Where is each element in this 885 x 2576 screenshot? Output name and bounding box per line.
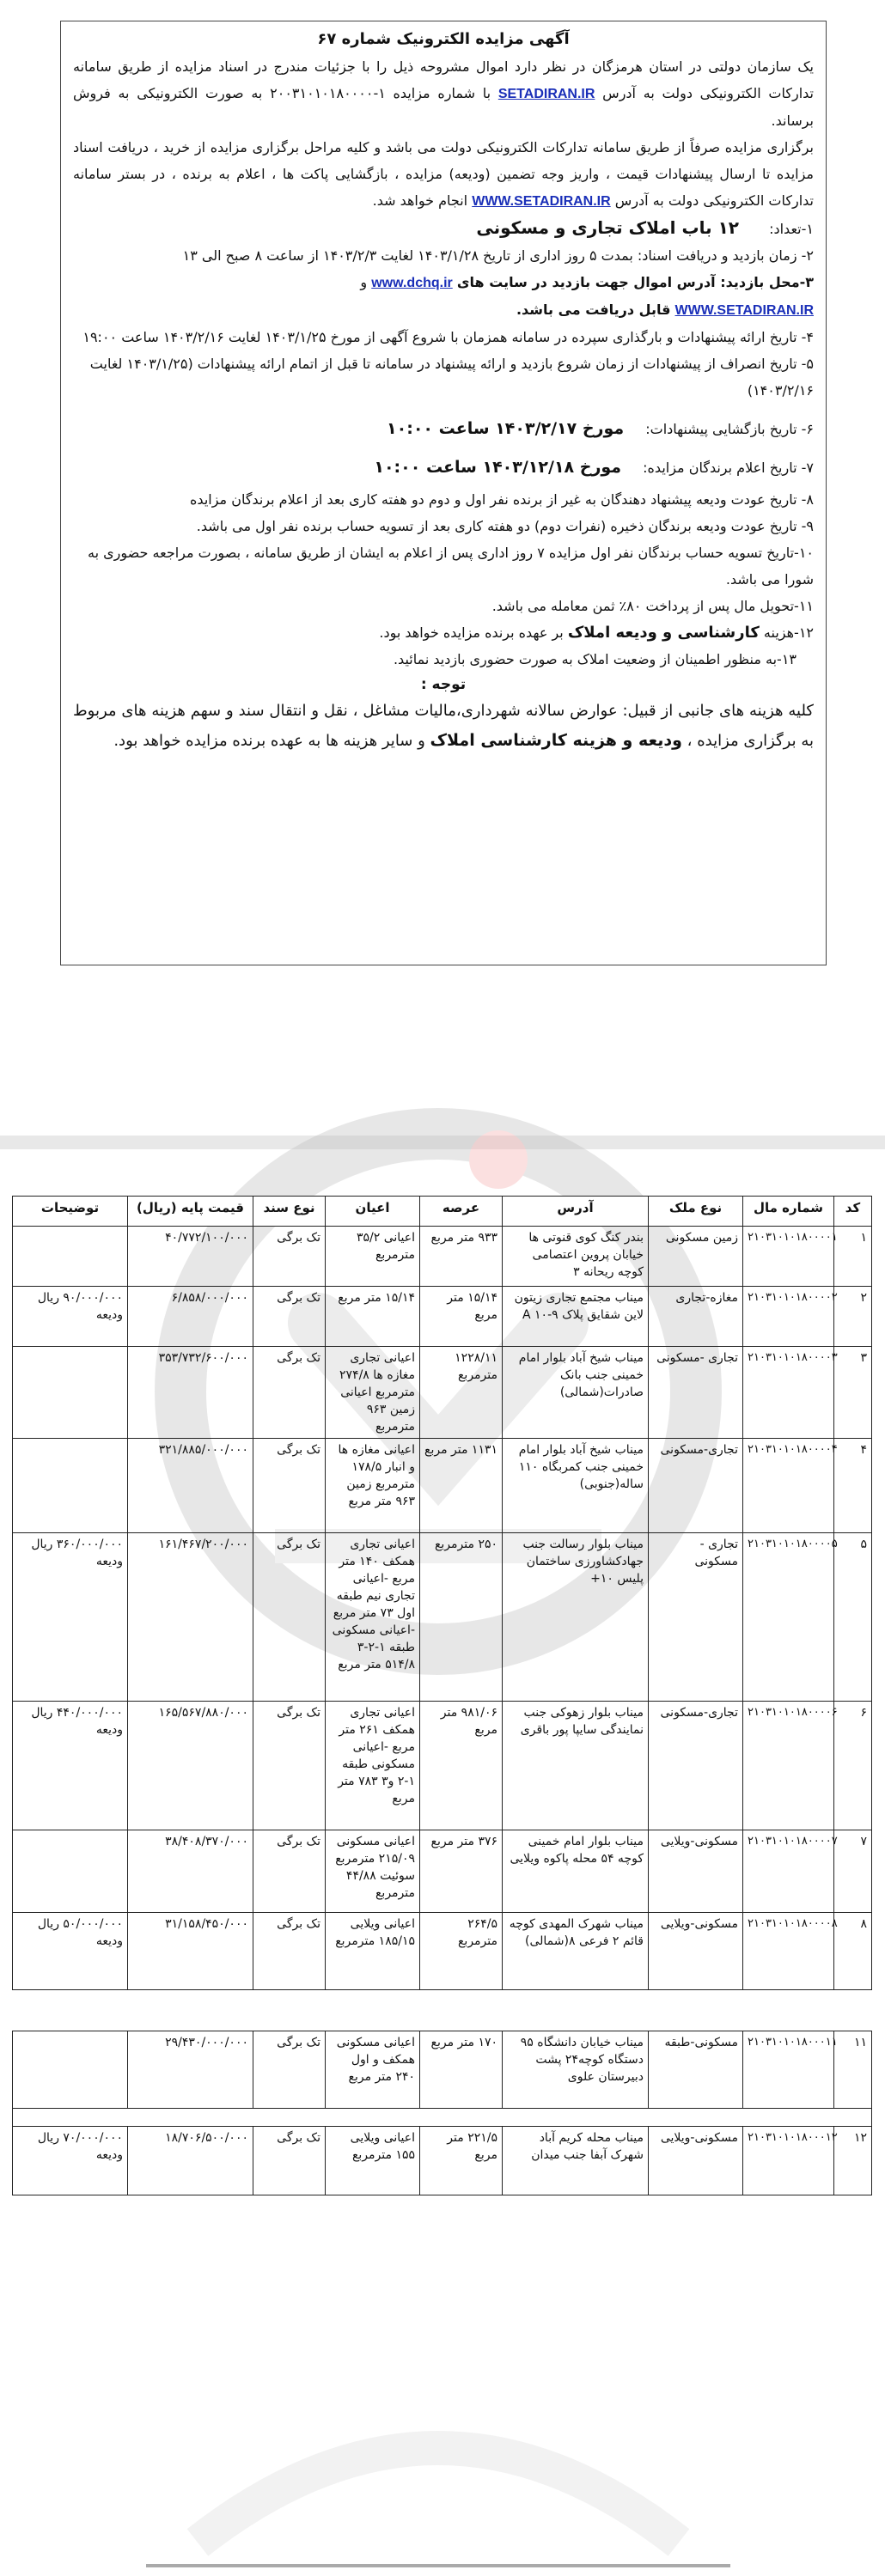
- cell-description: [13, 1439, 128, 1533]
- cell-price: ۳۱/۱۵۸/۴۵۰/۰۰۰: [128, 1913, 253, 1990]
- cell-code: ۵: [834, 1533, 872, 1702]
- cell-price: ۱۶۱/۴۶۷/۲۰۰/۰۰۰: [128, 1533, 253, 1702]
- cell-description: ۹۰/۰۰۰/۰۰۰ ریال ودیعه: [13, 1287, 128, 1347]
- cell-building-area: اعیانی تجاری همکف ۱۴۰ متر مربع -اعیانی تجاری نیم طبقه اول ۷۳ متر مربع -اعیانی مسکونی طبقه ۱-۲-۳ ۵۱۴/۸ متر مربع: [326, 1533, 420, 1702]
- cell-description: [13, 1347, 128, 1439]
- item-3-label: ۳-محل بازدید: آدرس اموال جهت بازدید در سایت های: [456, 274, 814, 290]
- notice-intro: [73, 53, 814, 134]
- watermark-bottom-icon: [146, 2388, 730, 2560]
- cell-code: ۳: [834, 1347, 872, 1439]
- item-3: [73, 269, 814, 296]
- cell-deed: تک برگی: [253, 1913, 326, 1990]
- cell-code: ۸: [834, 1913, 872, 1990]
- cell-deed: تک برگی: [253, 1347, 326, 1439]
- cell-type: مسکونی-ویلایی: [649, 1913, 743, 1990]
- header-base-price: قیمت پایه (ریال): [128, 1197, 253, 1227]
- header-deed-type: نوع سند: [253, 1197, 326, 1227]
- notice-title: آگهی مزایده الکترونیک شماره ۶۷: [317, 30, 570, 48]
- item-5: ۵- تاریخ انصراف از پیشنهادات از زمان شروع بازدید و ارائه پیشنهاد در سامانه تا قبل از اتمام ارائه پیشنهادات (۱۴۰۳/۱/۲۵ لغایت ۱۴۰۳/۲/۱۶): [89, 356, 814, 399]
- cell-type: تجاری-مسکونی: [649, 1702, 743, 1830]
- cell-building-area: اعیانی تجاری مغازه ها ۲۷۴/۸ مترمربع اعیانی زمین ۹۶۳ مترمربع: [326, 1347, 420, 1439]
- cell-land-area: ۱۲۲۸/۱۱ مترمربع: [420, 1347, 503, 1439]
- item-12-text-2: بر عهده برنده مزایده خواهد بود.: [379, 624, 564, 641]
- final-text-1: کلیه هزینه های جانبی از قبیل: عوارض سالانه شهرداری،مالیات مشاغل ، نقل و انتقال سند و سهم هزینه های مربوط به برگزاری مزایده ،: [73, 702, 814, 750]
- cell-land-area: ۱۵/۱۴ متر مربع: [420, 1287, 503, 1347]
- cell-asset-number: ۲۱۰۳۱۰۱۰۱۸۰۰۰۰۸: [743, 1913, 834, 1990]
- cell-asset-number: ۲۱۰۳۱۰۱۰۱۸۰۰۰۰۲: [743, 1287, 834, 1347]
- cell-type: تجاری-مسکونی: [649, 1439, 743, 1533]
- cell-price: ۴۰/۷۷۲/۱۰۰/۰۰۰: [128, 1227, 253, 1287]
- cell-building-area: اعیانی ویلایی ۱۵۵ مترمربع: [326, 2127, 420, 2195]
- cell-deed: تک برگی: [253, 1287, 326, 1347]
- item-7-value: مورخ ۱۴۰۳/۱۲/۱۸ ساعت ۱۰:۰۰: [374, 458, 622, 477]
- item-6-value: مورخ ۱۴۰۳/۲/۱۷ ساعت ۱۰:۰۰: [387, 419, 625, 438]
- cell-code: ۲: [834, 1287, 872, 1347]
- cell-description: ۴۴۰/۰۰۰/۰۰۰ ریال ودیعه: [13, 1702, 128, 1830]
- item-7-label: ۷- تاریخ اعلام برندگان مزایده:: [643, 460, 814, 476]
- header-property-type: نوع ملک: [649, 1197, 743, 1227]
- table-row: [13, 2127, 872, 2195]
- dchq-link[interactable]: www.dchq.ir: [371, 276, 453, 290]
- cell-asset-number: ۲۱۰۳۱۰۱۰۱۸۰۰۰۰۳: [743, 1347, 834, 1439]
- para2-text-1: برگزاری مزایده صرفاً از طریق سامانه تدارکات الکترونیکی دولت می باشد و کلیه مراحل برگزاری مزایده از خرید ، دریافت اسناد مزایده تا ارسال پیشنهادات قیمت ، واریز وجه تضمین (ودیعه) مزایده ، بازگشایی پاکت ها ، اعلام به برنده ، در بستر سامانه تدارکات الکترونیکی دولت به آدرس: [73, 139, 814, 209]
- item-13: ۱۳-به منظور اطمینان از وضعیت املاک به صورت حضوری بازدید نمائید.: [393, 651, 796, 667]
- item-12-text-1: ۱۲-هزینه: [763, 624, 814, 641]
- table-row: [13, 1702, 872, 1830]
- cell-land-area: ۲۵۰ مترمربع: [420, 1533, 503, 1702]
- table-row: [13, 1287, 872, 1347]
- auction-notice: [60, 21, 827, 965]
- cell-description: ۵۰/۰۰۰/۰۰۰ ریال ودیعه: [13, 1913, 128, 1990]
- cell-asset-number: ۲۱۰۳۱۰۱۰۱۸۰۰۰۱۲: [743, 2127, 834, 2195]
- cell-deed: تک برگی: [253, 1830, 326, 1913]
- item-10: ۱۰-تاریخ تسویه حساب برندگان نفر اول مزایده ۷ روز اداری پس از اعلام به ایشان از طریق سامانه ، بصورت مراجعه حضوری به شورا می باشد.: [88, 545, 814, 588]
- cell-building-area: ۱۵/۱۴ متر مربع: [326, 1287, 420, 1347]
- cell-land-area: ۱۱۳۱ متر مربع: [420, 1439, 503, 1533]
- cell-code: ۱۲: [834, 2127, 872, 2195]
- cell-description: ۷۰/۰۰۰/۰۰۰ ریال ودیعه: [13, 2127, 128, 2195]
- item-3-cont: [73, 296, 814, 324]
- gap-cell: [13, 2109, 872, 2127]
- setadiran-link-2[interactable]: WWW.SETADIRAN.IR: [472, 194, 611, 209]
- cell-type: تجاری - مسکونی: [649, 1533, 743, 1702]
- final-note: [73, 697, 814, 756]
- cell-land-area: ۹۳۳ متر مربع: [420, 1227, 503, 1287]
- assets-table: [12, 1196, 872, 1990]
- header-building-area: اعیان: [326, 1197, 420, 1227]
- item-1-value: ۱۲ باب املاک تجاری و مسکونی: [476, 217, 739, 238]
- cell-type: مسکونی-ویلایی: [649, 2127, 743, 2195]
- setadiran-link-1[interactable]: SETADIRAN.IR: [497, 87, 595, 101]
- table-row: [13, 1830, 872, 1913]
- cell-building-area: اعیانی ویلایی ۱۸۵/۱۵ مترمربع: [326, 1913, 420, 1990]
- header-asset-number: شماره مال: [743, 1197, 834, 1227]
- table-header-row: [13, 1197, 872, 1227]
- cell-type: مغازه-تجاری: [649, 1287, 743, 1347]
- item-12: [73, 619, 814, 646]
- cell-price: ۱۶۵/۵۶۷/۸۸۰/۰۰۰: [128, 1702, 253, 1830]
- cell-building-area: اعیانی مغازه ها و انبار ۱۷۸/۵ مترمربع زمین ۹۶۳ متر مربع: [326, 1439, 420, 1533]
- cell-code: ۴: [834, 1439, 872, 1533]
- final-bold: ودیعه و هزینه کارشناسی املاک: [430, 731, 682, 750]
- item-1-label: ۱-تعداد:: [769, 221, 814, 237]
- attention-heading: توجه :: [420, 676, 467, 693]
- cell-price: ۳۸/۴۰۸/۳۷۰/۰۰۰: [128, 1830, 253, 1913]
- cell-land-area: ۱۷۰ متر مربع: [420, 2031, 503, 2109]
- cell-address: میناب مجتمع تجاری زیتون لاین شقایق پلاک ۹-۱۰ A: [503, 1287, 649, 1347]
- cell-address: میناب شیخ آباد بلوار امام خمینی جنب کمربگاه ۱۱۰ ساله(جنوبی): [503, 1439, 649, 1533]
- cell-address: میناب بلوار امام خمینی کوچه ۵۴ محله پاکوه ویلایی: [503, 1830, 649, 1913]
- cell-code: ۱: [834, 1227, 872, 1287]
- item-4: ۴- تاریخ ارائه پیشنهادات و بارگذاری سپرده در سامانه همزمان با شروع آگهی از مورخ ۱۴۰۳/۱/۲۵ لغایت ۱۴۰۳/۲/۱۶ ساعت ۱۹:۰۰: [82, 329, 814, 345]
- notice-para-2: [73, 134, 814, 215]
- item-2: ۲- زمان بازدید و دریافت اسناد: بمدت ۵ روز اداری از تاریخ ۱۴۰۳/۱/۲۸ لغایت ۱۴۰۳/۲/۳ از ساعت ۸ صبح الی ۱۳: [182, 247, 814, 264]
- cell-price: ۳۲۱/۸۸۵/۰۰۰/۰۰۰: [128, 1439, 253, 1533]
- item-6-label: ۶- تاریخ بازگشایی پیشنهادات:: [645, 421, 814, 437]
- cell-description: ۳۶۰/۰۰۰/۰۰۰ ریال ودیعه: [13, 1533, 128, 1702]
- table-row: [13, 1227, 872, 1287]
- cell-land-area: ۲۲۱/۵ متر مربع: [420, 2127, 503, 2195]
- cell-address: میناب شهرک المهدی کوچه قائم ۲ فرعی ۸(شمالی): [503, 1913, 649, 1990]
- cell-building-area: اعیانی تجاری همکف ۲۶۱ متر مربع -اعیانی مسکونی طبقه ۱-۲ و۳ ۷۸۳ متر مربع: [326, 1702, 420, 1830]
- cell-price: ۳۵۳/۷۳۲/۶۰۰/۰۰۰: [128, 1347, 253, 1439]
- cell-address: میناب شیخ آباد بلوار امام خمینی جنب بانک صادرات(شمالی): [503, 1347, 649, 1439]
- cell-code: ۱۱: [834, 2031, 872, 2109]
- cell-price: ۲۹/۴۳۰/۰۰۰/۰۰۰: [128, 2031, 253, 2109]
- item-3-tail: قابل دریافت می باشد.: [516, 301, 671, 318]
- cell-description: [13, 2031, 128, 2109]
- item-7: [73, 454, 814, 481]
- cell-address: میناب خیابان دانشگاه ۹۵ دستگاه کوچه۲۴ پشت دبیرستان علوی: [503, 2031, 649, 2109]
- cell-asset-number: ۲۱۰۳۱۰۱۰۱۸۰۰۰۰۷: [743, 1830, 834, 1913]
- final-text-2: و سایر هزینه ها به عهده برنده مزایده خواهد بود.: [113, 732, 425, 750]
- header-address: آدرس: [503, 1197, 649, 1227]
- cell-address: بندر کنگ کوی قنوتی ها خیابان پروین اعتصامی کوچه ریحانه ۳: [503, 1227, 649, 1287]
- cell-deed: تک برگی: [253, 1439, 326, 1533]
- cell-type: مسکونی-ویلایی: [649, 1830, 743, 1913]
- cell-land-area: ۲۶۴/۵ مترمربع: [420, 1913, 503, 1990]
- cell-asset-number: ۲۱۰۳۱۰۱۰۱۸۰۰۰۰۴: [743, 1439, 834, 1533]
- header-land-area: عرصه: [420, 1197, 503, 1227]
- intro-text-2: با شماره مزایده ۱-۲۰۰۳۱۰۱۰۱۸۰۰۰۰ به صورت الکترونیکی به فروش برساند.: [73, 85, 814, 129]
- cell-type: زمین مسکونی: [649, 1227, 743, 1287]
- cell-deed: تک برگی: [253, 1702, 326, 1830]
- cell-deed: تک برگی: [253, 2031, 326, 2109]
- cell-deed: تک برگی: [253, 1533, 326, 1702]
- table-row: [13, 1913, 872, 1990]
- cell-address: میناب بلوار زهوکی جنب نمایندگی سایپا پور باقری: [503, 1702, 649, 1830]
- cell-asset-number: ۲۱۰۳۱۰۱۰۱۸۰۰۰۰۱: [743, 1227, 834, 1287]
- cell-description: [13, 1830, 128, 1913]
- cell-price: ۱۸/۷۰۶/۵۰۰/۰۰۰: [128, 2127, 253, 2195]
- bottom-divider: [146, 2564, 730, 2567]
- cell-asset-number: ۲۱۰۳۱۰۱۰۱۸۰۰۰۱۱: [743, 2031, 834, 2109]
- cell-asset-number: ۲۱۰۳۱۰۱۰۱۸۰۰۰۰۶: [743, 1702, 834, 1830]
- item-11: ۱۱-تحویل مال پس از پرداخت ۸۰٪ ثمن معامله می باشد.: [491, 598, 814, 614]
- cell-code: ۷: [834, 1830, 872, 1913]
- table-row: [13, 1347, 872, 1439]
- item-8: ۸- تاریخ عودت ودیعه پیشنهاد دهندگان به غیر از برنده نفر اول و دوم دو هفته کاری بعد از اعلام برندگان مزایده: [190, 491, 814, 508]
- cell-address: میناب محله کریم آباد شهرک آبفا جنب میدان: [503, 2127, 649, 2195]
- item-6: [73, 416, 814, 442]
- cell-address: میناب بلوار رسالت جنب جهادکشاورزی ساختمان پلیس ۱۰+: [503, 1533, 649, 1702]
- cell-building-area: اعیانی ۳۵/۲ مترمربع: [326, 1227, 420, 1287]
- setadiran-link-3[interactable]: WWW.SETADIRAN.IR: [674, 303, 814, 318]
- cell-price: ۶/۸۵۸/۰۰۰/۰۰۰: [128, 1287, 253, 1347]
- cell-deed: تک برگی: [253, 1227, 326, 1287]
- cell-type: مسکونی-طبقه: [649, 2031, 743, 2109]
- item-12-bold: کارشناسی و ودیعه املاک: [567, 624, 760, 642]
- cell-type: تجاری -مسکونی: [649, 1347, 743, 1439]
- para2-text-2: انجام خواهد شد.: [372, 192, 468, 209]
- cell-asset-number: ۲۱۰۳۱۰۱۰۱۸۰۰۰۰۵: [743, 1533, 834, 1702]
- cell-land-area: ۹۸۱/۰۶ متر مربع: [420, 1702, 503, 1830]
- cell-land-area: ۳۷۶ متر مربع: [420, 1830, 503, 1913]
- assets-table-continued: [12, 2031, 872, 2195]
- table-gap: [13, 2109, 872, 2127]
- intro-text-1: یک سازمان دولتی در استان هرمزگان در نظر دارد اموال مشروحه ذیل را با جزئیات مندرج در اسناد مزایده از طریق سامانه تدارکات الکترونیکی دولت به آدرس: [73, 58, 814, 101]
- cell-building-area: اعیانی مسکونی همکف و اول ۲۴۰ متر مربع: [326, 2031, 420, 2109]
- item-1: [73, 215, 814, 242]
- cell-building-area: اعیانی مسکونی ۲۱۵/۰۹ مترمربع سوئیت ۴۴/۸۸ مترمربع: [326, 1830, 420, 1913]
- cell-deed: تک برگی: [253, 2127, 326, 2195]
- table-row: [13, 2031, 872, 2109]
- table-row: [13, 1533, 872, 1702]
- header-description: توضیحات: [13, 1197, 128, 1227]
- cell-code: ۶: [834, 1702, 872, 1830]
- table-row: [13, 1439, 872, 1533]
- header-code: کد: [834, 1197, 872, 1227]
- cell-description: [13, 1227, 128, 1287]
- item-9: ۹- تاریخ عودت ودیعه برندگان ذخیره (نفرات دوم) دو هفته کاری بعد از تسویه حساب برنده نفر اول می باشد.: [196, 518, 814, 534]
- item-3-and: و: [360, 274, 368, 290]
